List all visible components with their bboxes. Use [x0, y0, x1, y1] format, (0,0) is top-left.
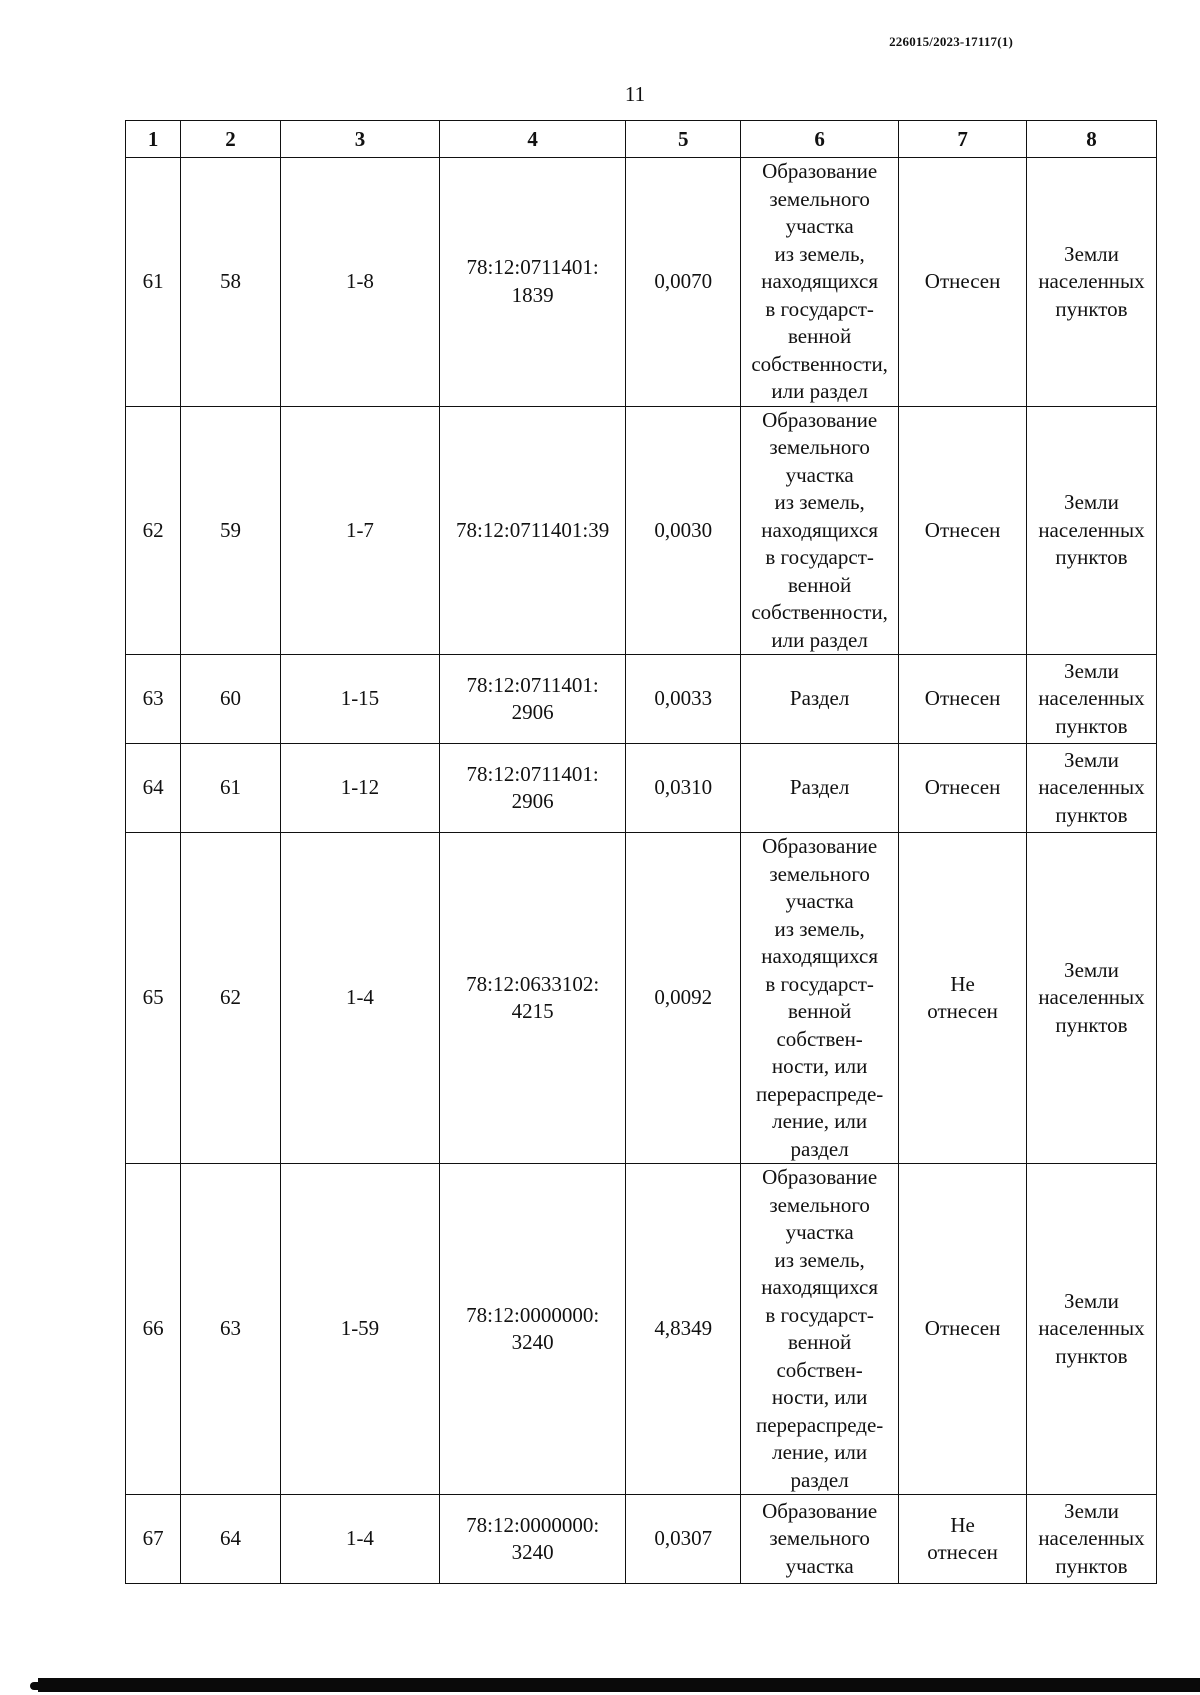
- cell-line: земельного: [769, 1526, 870, 1551]
- table-row: [126, 406, 1157, 655]
- cell-col-3: 1-12: [280, 744, 439, 833]
- cell-line: находящихся: [761, 269, 879, 293]
- cell-line: пунктов: [1055, 802, 1128, 827]
- cell-line: 1839: [511, 282, 554, 307]
- cell-line: Земли: [1064, 658, 1119, 683]
- cell-col-3: 1-15: [280, 655, 439, 744]
- table-row: [126, 158, 1157, 407]
- cell-col-2: 61: [181, 744, 281, 833]
- cell-line: пунктов: [1055, 1553, 1128, 1578]
- cell-col-1: 64: [126, 744, 181, 833]
- cell-col-1: 62: [126, 406, 181, 655]
- cell-line: из земель,: [774, 490, 865, 514]
- cell-line: 78:12:0633102:: [466, 971, 600, 996]
- cell-line: Образование: [762, 1498, 878, 1523]
- cell-col-7: [899, 158, 1027, 407]
- scan-edge-bar: [38, 1678, 1200, 1692]
- cell-line: участка: [785, 1553, 854, 1578]
- cell-line: собствен-: [776, 1357, 863, 1382]
- column-header-7: 7: [899, 121, 1027, 158]
- cell-col-4: [440, 158, 626, 407]
- column-header-2: 2: [181, 121, 281, 158]
- cell-line: венной: [787, 572, 852, 597]
- cell-line: ление, или: [772, 1109, 868, 1133]
- cell-col-8: [1026, 655, 1156, 744]
- cell-line: Отнесен: [924, 269, 1001, 293]
- cell-line: участка: [785, 462, 854, 487]
- cell-line: населенных: [1038, 1316, 1145, 1341]
- cell-col-2: 59: [181, 406, 281, 655]
- table-row: [126, 744, 1157, 833]
- cell-col-6: [741, 744, 899, 833]
- cell-col-7: [899, 1164, 1027, 1495]
- cell-col-7: [899, 744, 1027, 833]
- cell-line: пунктов: [1055, 1012, 1128, 1037]
- cell-col-1: 63: [126, 655, 181, 744]
- cell-line: населенных: [1038, 775, 1145, 800]
- cell-line: собственности,: [751, 351, 888, 376]
- cell-col-8: [1026, 406, 1156, 655]
- column-header-8: 8: [1026, 121, 1156, 158]
- cell-col-4: [440, 744, 626, 833]
- cell-col-2: 63: [181, 1164, 281, 1495]
- cell-col-6: [741, 833, 899, 1164]
- cell-line: перераспреде-: [755, 1412, 884, 1437]
- cell-col-8: [1026, 158, 1156, 407]
- cell-line: находящихся: [761, 1275, 879, 1299]
- cell-col-7: [899, 406, 1027, 655]
- cell-col-7: [899, 655, 1027, 744]
- page-number: 11: [624, 82, 646, 106]
- cell-line: пунктов: [1055, 545, 1128, 569]
- cell-line: в государст-: [765, 545, 874, 569]
- cell-line: раздел: [790, 1467, 849, 1492]
- cell-col-3: 1-4: [280, 833, 439, 1164]
- cell-line: Отнесен: [924, 517, 1001, 542]
- cell-col-1: 67: [126, 1495, 181, 1584]
- cell-line: Образование: [762, 834, 878, 858]
- cell-col-6: [741, 1164, 899, 1495]
- cell-line: участка: [785, 214, 854, 238]
- column-header-6: 6: [741, 121, 899, 158]
- cell-col-5: 0,0033: [626, 655, 741, 744]
- column-header-4: 4: [440, 121, 626, 158]
- document-id: 226015/2023-17117(1): [889, 34, 1013, 49]
- cell-line: 78:12:0711401:: [466, 761, 599, 786]
- table-row: [126, 655, 1157, 744]
- cell-line: или раздел: [771, 379, 868, 403]
- cell-line: участка: [785, 889, 854, 913]
- cell-col-4: [440, 406, 626, 655]
- cell-line: земельного: [769, 861, 870, 886]
- cell-col-7: [899, 833, 1027, 1164]
- cell-col-6: [741, 406, 899, 655]
- table-row: [126, 1164, 1157, 1495]
- cell-col-8: [1026, 1495, 1156, 1584]
- cell-line: Земли: [1064, 241, 1119, 266]
- cell-line: Образование: [762, 407, 878, 432]
- cell-line: собствен-: [776, 1026, 863, 1051]
- cell-line: 2906: [511, 789, 554, 813]
- cell-line: ление, или: [772, 1440, 868, 1464]
- cell-line: находящихся: [761, 517, 879, 542]
- cell-line: участка: [785, 1220, 854, 1244]
- cell-line: земельного: [769, 435, 870, 459]
- table-body: [126, 158, 1157, 1584]
- cell-col-2: 62: [181, 833, 281, 1164]
- cell-line: 78:12:0000000:: [466, 1302, 600, 1327]
- cell-col-3: 1-7: [280, 406, 439, 655]
- cell-col-3: 1-59: [280, 1164, 439, 1495]
- cell-col-2: 60: [181, 655, 281, 744]
- cell-col-6: [741, 158, 899, 407]
- cell-col-6: [741, 655, 899, 744]
- cell-line: Образование: [762, 1165, 878, 1189]
- cell-line: Раздел: [789, 686, 850, 711]
- cell-line: населенных: [1038, 1526, 1145, 1551]
- cell-line: из земель,: [774, 241, 865, 266]
- cell-col-5: 0,0310: [626, 744, 741, 833]
- cell-line: Образование: [762, 159, 878, 183]
- cell-line: 4215: [511, 999, 554, 1023]
- cell-line: 3240: [511, 1330, 554, 1354]
- cell-col-3: 1-4: [280, 1495, 439, 1584]
- cell-line: 78:12:0000000:: [466, 1512, 600, 1537]
- cell-col-4: [440, 655, 626, 744]
- cell-col-4: [440, 1495, 626, 1584]
- cell-line: из земель,: [774, 1247, 865, 1272]
- cell-col-6: [741, 1495, 899, 1584]
- cell-line: Отнесен: [924, 775, 1001, 800]
- cell-col-8: [1026, 744, 1156, 833]
- cell-line: пунктов: [1055, 296, 1128, 321]
- cell-line: ности, или: [771, 1385, 868, 1409]
- cell-col-2: 64: [181, 1495, 281, 1584]
- column-header-5: 5: [626, 121, 741, 158]
- cell-line: Земли: [1064, 490, 1119, 514]
- cell-line: пунктов: [1055, 713, 1128, 738]
- cell-line: собственности,: [751, 600, 888, 624]
- cell-col-5: 0,0030: [626, 406, 741, 655]
- cell-line: Земли: [1064, 957, 1119, 982]
- column-header-1: 1: [126, 121, 181, 158]
- cell-line: 78:12:0711401:: [466, 672, 599, 697]
- cell-line: Земли: [1064, 1288, 1119, 1313]
- cell-col-4: [440, 833, 626, 1164]
- cell-line: Отнесен: [924, 686, 1001, 711]
- cell-col-1: 65: [126, 833, 181, 1164]
- cell-line: Раздел: [789, 775, 850, 800]
- cell-line: ности, или: [771, 1054, 868, 1078]
- table-header-row: [126, 121, 1157, 158]
- cell-line: отнесен: [927, 1540, 998, 1564]
- cell-line: населенных: [1038, 517, 1145, 542]
- cell-col-5: 0,0092: [626, 833, 741, 1164]
- cell-col-4: [440, 1164, 626, 1495]
- cell-line: населенных: [1038, 686, 1145, 711]
- cell-line: Не: [950, 971, 975, 996]
- cell-col-3: 1-8: [280, 158, 439, 407]
- cell-line: из земель,: [774, 916, 865, 941]
- cell-col-2: 58: [181, 158, 281, 407]
- cell-line: в государст-: [765, 971, 874, 996]
- cell-line: в государст-: [765, 296, 874, 321]
- table-row: [126, 1495, 1157, 1584]
- cell-line: 78:12:0711401:39: [456, 517, 610, 542]
- cell-line: или раздел: [771, 627, 868, 652]
- cell-line: венной: [787, 999, 852, 1023]
- cell-line: 78:12:0711401:: [466, 255, 599, 280]
- cell-line: 3240: [511, 1540, 554, 1564]
- cell-line: земельного: [769, 1192, 870, 1217]
- cell-col-8: [1026, 1164, 1156, 1495]
- cell-line: Отнесен: [924, 1316, 1001, 1341]
- cell-line: населенных: [1038, 269, 1145, 293]
- column-header-3: 3: [280, 121, 439, 158]
- cell-col-8: [1026, 833, 1156, 1164]
- cell-line: в государст-: [765, 1302, 874, 1327]
- cell-line: венной: [787, 1330, 852, 1354]
- cell-line: пунктов: [1055, 1343, 1128, 1368]
- cell-line: земельного: [769, 186, 870, 211]
- table-row: [126, 833, 1157, 1164]
- cell-line: Не: [950, 1512, 975, 1537]
- cell-col-5: 4,8349: [626, 1164, 741, 1495]
- cell-col-1: 66: [126, 1164, 181, 1495]
- cell-line: венной: [787, 324, 852, 348]
- cell-line: 2906: [511, 700, 554, 724]
- cell-line: раздел: [790, 1136, 849, 1161]
- cell-col-1: 61: [126, 158, 181, 407]
- cell-line: населенных: [1038, 985, 1145, 1010]
- cell-col-5: 0,0307: [626, 1495, 741, 1584]
- land-plots-table: [125, 120, 1157, 1584]
- cell-line: перераспреде-: [755, 1081, 884, 1106]
- cell-line: находящихся: [761, 944, 879, 968]
- cell-line: Земли: [1064, 747, 1119, 772]
- cell-line: отнесен: [927, 999, 998, 1023]
- cell-line: Земли: [1064, 1498, 1119, 1523]
- cell-col-7: [899, 1495, 1027, 1584]
- cell-col-5: 0,0070: [626, 158, 741, 407]
